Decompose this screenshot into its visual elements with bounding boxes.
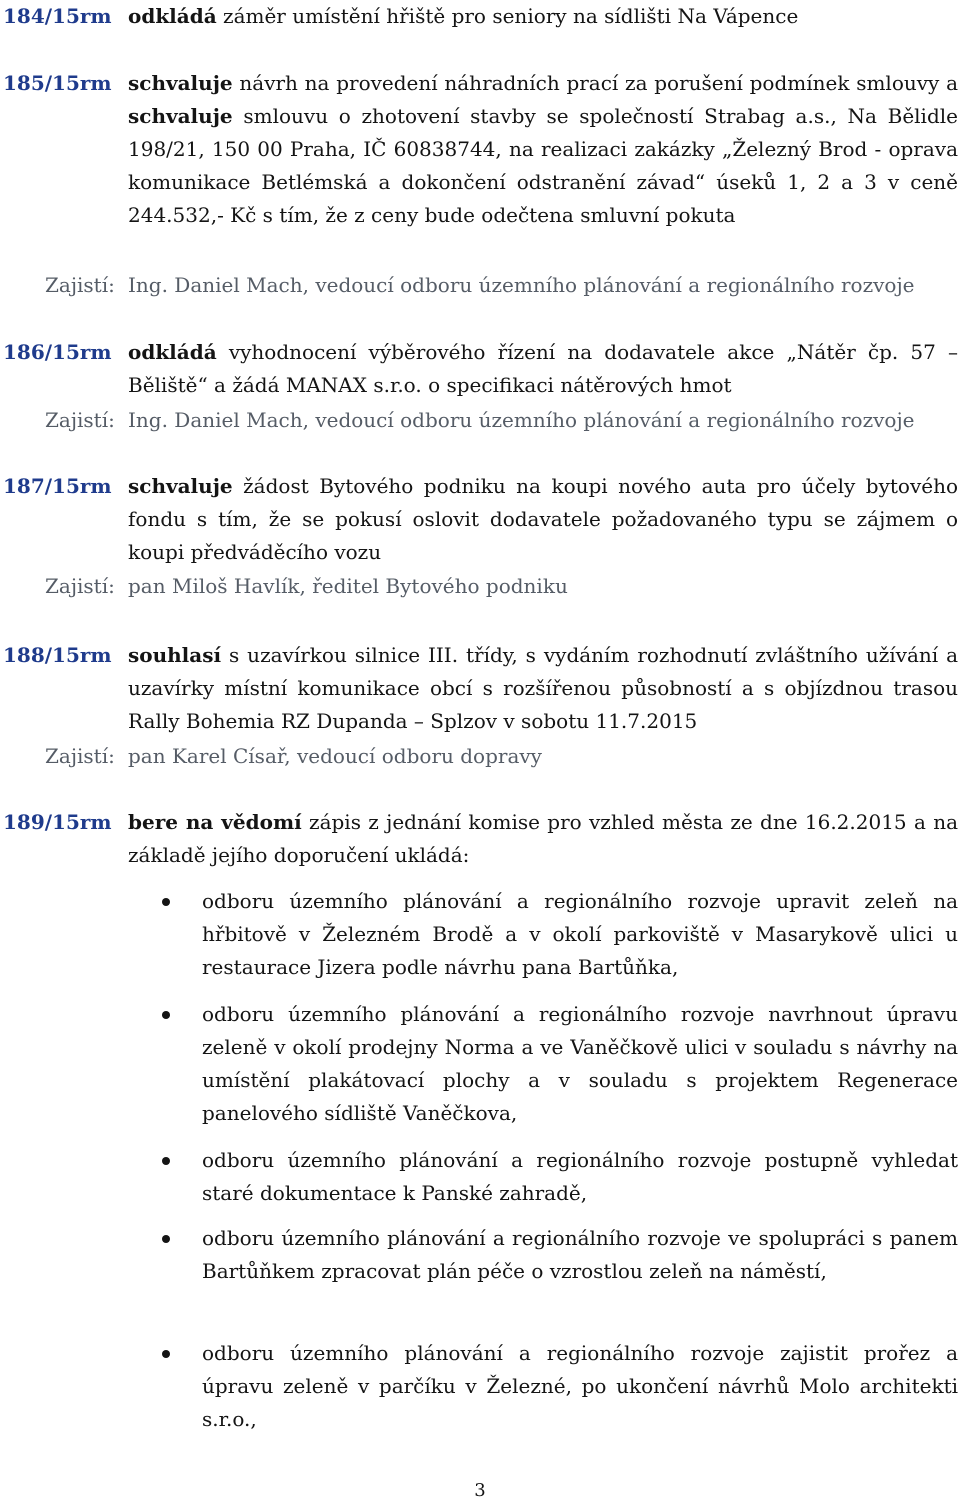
- resolution-verb: schvaluje: [128, 71, 233, 95]
- zajisti-person: Ing. Daniel Mach, vedoucí odboru územního plánování a regionálního rozvoje: [128, 273, 915, 297]
- list-item-text: odboru územního plánování a regionálního rozvoje ve spolupráci s panem Bartůňkem zpracovat plán péče o vzrostlou zeleň na náměstí,: [202, 1226, 958, 1283]
- bullet-icon: [162, 898, 170, 906]
- resolution-body: vyhodnocení výběrového řízení na dodavatele akce „Nátěr čp. 57 – Běliště“ a žádá MANAX s.r.o. o specifikaci nátěrových hmot: [128, 340, 958, 397]
- zajisti-label: Zajistí:: [45, 744, 115, 768]
- zajisti-person: pan Karel Císař, vedoucí odboru dopravy: [128, 744, 542, 768]
- resolution-body-2: smlouvu o zhotovení stavby se společností Strabag a.s., Na Bělidle 198/21, 150 00 Praha, IČ 60838744, na realizaci zakázky „Železný Brod - oprava komunikace Betlémská a dokončení odstranění závad“ úseků 1, 2 a 3 v ceně 244.532,- Kč s tím, že z ceny bude odečtena smluvní pokuta: [128, 104, 958, 227]
- resolution-text: [128, 0, 958, 33]
- list-item-text: odboru územního plánování a regionálního rozvoje zajistit prořez a úpravu zeleně v parčíku v Železné, po ukončení návrhů Molo architekti s.r.o.,: [202, 1341, 958, 1431]
- resolution-body: záměr umístění hřiště pro seniory na sídlišti Na Vápence: [216, 4, 799, 28]
- resolution-text: [128, 639, 958, 738]
- list-item-text: odboru územního plánování a regionálního rozvoje navrhnout úpravu zeleně v okolí prodejny Norma a ve Vaněčkově ulici v souladu s návrhy na umístění plakátovací plochy a v souladu s projektem Regenerace panelového sídliště Vaněčkova,: [202, 1002, 958, 1125]
- resolution-body: s uzavírkou silnice III. třídy, s vydáním rozhodnutí zvláštního užívání a uzavírky místní komunikace obcí s rozšířenou působností a s objízdnou trasou Rally Bohemia RZ Dupanda – Splzov v sobotu 11.7.2015: [128, 643, 958, 733]
- resolution-body: návrh na provedení náhradních prací za porušení podmínek smlouvy a: [232, 71, 958, 95]
- zajisti-label: Zajistí:: [45, 574, 115, 598]
- resolution-verb: odkládá: [128, 340, 217, 364]
- resolution-verb: souhlasí: [128, 643, 222, 667]
- resolution-text: [128, 336, 958, 402]
- resolution-number: 184/15rm: [3, 4, 112, 28]
- resolution-number: 188/15rm: [3, 643, 112, 667]
- zajisti-label: Zajistí:: [45, 408, 115, 432]
- resolution-verb: schvaluje: [128, 474, 233, 498]
- resolution-verb: odkládá: [128, 4, 217, 28]
- resolution-verb-2: schvaluje: [128, 104, 233, 128]
- zajisti-person: pan Miloš Havlík, ředitel Bytového podniku: [128, 574, 568, 598]
- bullet-icon: [162, 1350, 170, 1358]
- bullet-icon: [162, 1011, 170, 1019]
- bullet-icon: [162, 1235, 170, 1243]
- zajisti-label: Zajistí:: [45, 273, 115, 297]
- resolution-text: [128, 67, 958, 232]
- resolution-text: [128, 470, 958, 569]
- zajisti-row-185: [0, 269, 960, 302]
- resolution-number: 186/15rm: [3, 340, 112, 364]
- resolution-body: zápis z jednání komise pro vzhled města ze dne 16.2.2015 a na základě jejího doporučení ukládá:: [128, 810, 959, 867]
- resolution-verb: bere na vědomí: [128, 810, 302, 834]
- zajisti-row-186: [0, 404, 960, 437]
- bullet-icon: [162, 1157, 170, 1165]
- zajisti-person: Ing. Daniel Mach, vedoucí odboru územního plánování a regionálního rozvoje: [128, 408, 915, 432]
- list-item-text: odboru územního plánování a regionálního rozvoje upravit zeleň na hřbitově v Železném Brodě a v okolí parkoviště v Masarykově ulici u restaurace Jizera podle návrhu pana Bartůňka,: [202, 889, 958, 979]
- resolution-number: 189/15rm: [3, 810, 112, 834]
- zajisti-row-187: [0, 570, 960, 603]
- page-number: 3: [474, 1480, 486, 1501]
- resolution-body: žádost Bytového podniku na koupi nového auta pro účely bytového fondu s tím, že se pokusí oslovit dodavatele požadovaného typu se zájmem o koupi předváděcího vozu: [128, 474, 958, 564]
- resolution-number: 187/15rm: [3, 474, 112, 498]
- zajisti-row-188: [0, 740, 960, 773]
- list-item-text: odboru územního plánování a regionálního rozvoje postupně vyhledat staré dokumentace k Panské zahradě,: [202, 1148, 958, 1205]
- resolution-number: 185/15rm: [3, 71, 112, 95]
- resolution-text: [128, 806, 958, 872]
